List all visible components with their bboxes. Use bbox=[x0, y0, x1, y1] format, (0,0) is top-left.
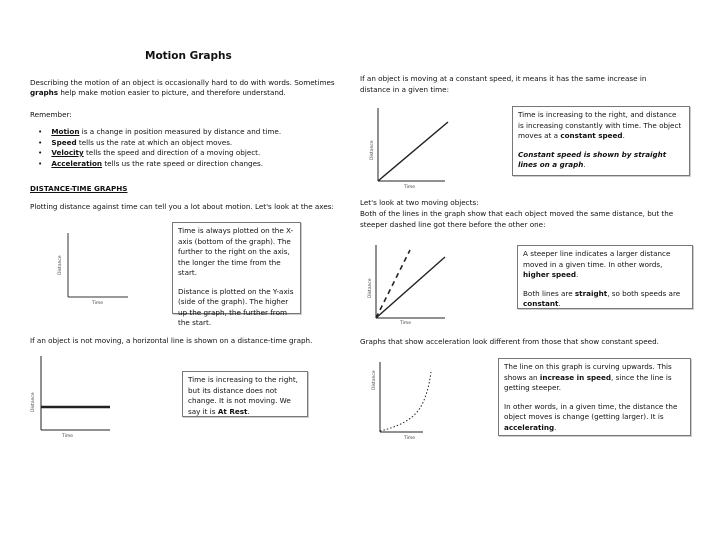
box-bold-text: constant speed bbox=[560, 131, 623, 140]
box-text: Time is increasing to the right, but its distance does not change. It is not moving. We say it is bbox=[188, 375, 298, 416]
two-objects-intro-1: Let's look at two moving objects: bbox=[360, 198, 479, 207]
bullet-term: Velocity bbox=[51, 148, 84, 157]
box-text: Distance is plotted on the Y-axis (side of the graph). The higher up the graph, the further from the start. bbox=[178, 286, 294, 327]
box-text: A steeper line indicates a larger distance moved in a given time. In other words, bbox=[523, 249, 671, 269]
bullet-term: Motion bbox=[51, 127, 80, 136]
constant-speed-box bbox=[512, 106, 690, 176]
box-text: Time is increasing to the right, and distance is increasing constantly with time. The object moves at a bbox=[518, 110, 682, 140]
box-text: In other words, in a given time, the distance the object moves is change (getting larger). It is bbox=[504, 401, 678, 421]
bullet-term: Acceleration bbox=[51, 158, 103, 168]
x-axis-label: Time bbox=[92, 301, 104, 306]
constant-intro-2: distance in a given time: bbox=[360, 85, 450, 94]
y-axis-label: Distance bbox=[368, 278, 373, 298]
box-text: . bbox=[622, 131, 625, 140]
acceleration-box bbox=[498, 358, 691, 436]
axes-intro: Plotting distance against time can tell you a lot about motion. Let's look at the axes: bbox=[30, 202, 334, 211]
y-axis-label: Distance bbox=[31, 392, 36, 412]
bullet-item: • Velocity tells the speed and direction of a moving object. bbox=[38, 148, 261, 157]
bullet-item: • Acceleration tells us the rate speed or direction changes. bbox=[38, 158, 264, 168]
box-bold-text: constant bbox=[523, 299, 559, 308]
box-text: The line on this graph is curving upwards. This shows an bbox=[504, 362, 672, 382]
intro-rest: help make motion easier to picture, and therefore understand. bbox=[58, 88, 286, 97]
box-bold-text: accelerating bbox=[504, 422, 555, 432]
bullet-text: tells us the rate at which an object moves. bbox=[76, 137, 233, 147]
box-bold-text: At Rest bbox=[217, 406, 248, 416]
box-italic-text: Constant speed is shown by straight lines on a graph bbox=[518, 149, 667, 169]
box-text: Time is always plotted on the X-axis (bottom of the graph). The further to the right on the axis, the longer the time from the start. bbox=[178, 226, 294, 277]
y-axis-label: Distance bbox=[372, 370, 377, 390]
x-axis-label: Time bbox=[400, 321, 412, 326]
box-text: , so both speeds are bbox=[607, 288, 681, 298]
constant-intro-1: If an object is moving at a constant speed, it means it has the same increase in bbox=[360, 74, 647, 83]
box-bold-text: increase in speed bbox=[539, 372, 612, 382]
box-text: , since the line is getting steeper. bbox=[504, 372, 672, 392]
box-text: . bbox=[583, 160, 586, 169]
at-rest-graph bbox=[41, 356, 110, 430]
box-bold-text: higher speed bbox=[523, 270, 577, 279]
y-axis-label: Distance bbox=[370, 140, 375, 160]
acceleration-graph bbox=[380, 362, 431, 432]
axes-explanation-box bbox=[172, 222, 301, 327]
two-objects-graph bbox=[376, 245, 445, 318]
box-text: . bbox=[558, 299, 561, 308]
box-text: . bbox=[554, 422, 557, 432]
y-axis-label: Distance bbox=[58, 255, 63, 275]
x-axis-label: Time bbox=[404, 436, 416, 441]
two-objects-intro-3: steeper dashed line got there before the other one: bbox=[360, 220, 546, 229]
intro-line-1: Describing the motion of an object is occasionally hard to do with words. Sometimes bbox=[30, 78, 335, 87]
axes-graph bbox=[68, 233, 128, 297]
box-text: . bbox=[247, 406, 250, 416]
two-objects-intro-2: Both of the lines in the graph show that each object moved the same distance, but the bbox=[360, 209, 674, 218]
bullet-item: • Speed tells us the rate at which an object moves. bbox=[38, 137, 233, 147]
bullet-text: tells us the rate speed or direction changes. bbox=[102, 158, 264, 168]
box-bold-text: straight bbox=[574, 288, 608, 298]
section-heading: DISTANCE-TIME GRAPHS bbox=[30, 184, 128, 193]
box-text: . bbox=[576, 270, 579, 279]
bullet-text: is a change in position measured by distance and time. bbox=[79, 127, 282, 136]
steeper-line-box bbox=[517, 245, 693, 309]
box-text: Both lines are bbox=[523, 288, 575, 298]
bullet-item: • Motion is a change in position measured by distance and time. bbox=[38, 127, 282, 136]
page-title: Motion Graphs bbox=[145, 50, 232, 62]
bullet-term: Speed bbox=[51, 137, 77, 147]
remember-label: Remember: bbox=[30, 110, 72, 119]
x-axis-label: Time bbox=[62, 434, 74, 439]
intro-bold: graphs bbox=[30, 88, 59, 97]
acceleration-intro: Graphs that show acceleration look different from those that show constant speed. bbox=[360, 337, 659, 346]
bullet-text: tells the speed and direction of a moving object. bbox=[83, 148, 261, 157]
x-axis-label: Time bbox=[404, 185, 416, 190]
constant-speed-graph bbox=[378, 108, 448, 181]
at-rest-box bbox=[182, 371, 308, 417]
at-rest-intro: If an object is not moving, a horizontal line is shown on a distance-time graph. bbox=[30, 336, 313, 345]
